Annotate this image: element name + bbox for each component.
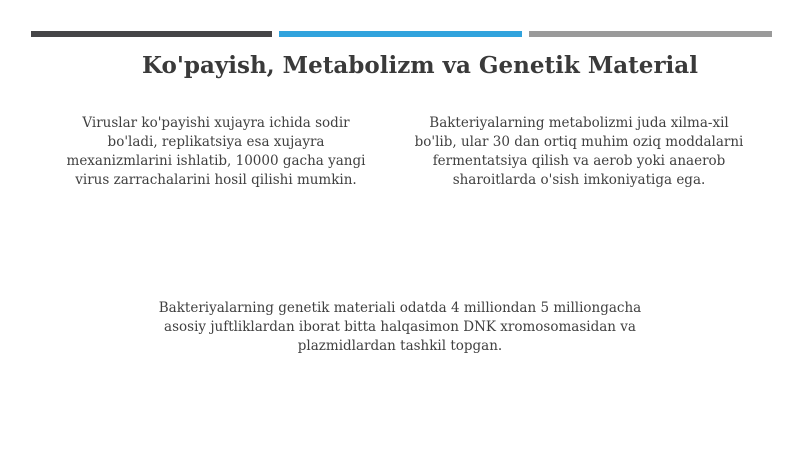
paragraph-line: sharoitlarda o'sish imkoniyatiga ega. xyxy=(452,172,706,188)
paragraph-viruses xyxy=(40,114,392,190)
paragraph-line: virus zarrachalarini hosil qilishi mumkin. xyxy=(75,172,357,188)
accent-bar-dark xyxy=(31,31,272,37)
paragraph-line: bo'ladi, replikatsiya esa xujayra xyxy=(107,134,325,150)
paragraph-genetic-material xyxy=(120,299,680,356)
paragraph-line: Viruslar ko'payishi xujayra ichida sodir xyxy=(82,115,350,131)
paragraph-line: plazmidlardan tashkil topgan. xyxy=(297,338,503,354)
paragraph-line: mexanizmlarini ishlatib, 10000 gacha yangi xyxy=(66,153,366,169)
accent-bar-gray xyxy=(529,31,772,37)
paragraph-line: Bakteriyalarning genetik materiali odatda 4 milliondan 5 milliongacha xyxy=(158,300,642,316)
paragraph-metabolism xyxy=(398,114,760,190)
paragraph-line: fermentatsiya qilish va aerob yoki anaerob xyxy=(432,153,726,169)
slide-title: Ko'payish, Metabolizm va Genetik Material xyxy=(142,52,698,79)
paragraph-line: Bakteriyalarning metabolizmi juda xilma-xil xyxy=(429,115,729,131)
accent-bar-blue xyxy=(279,31,522,37)
paragraph-line: bo'lib, ular 30 dan ortiq muhim oziq moddalarni xyxy=(414,134,744,150)
paragraph-line: asosiy juftliklardan iborat bitta halqasimon DNK xromosomasidan va xyxy=(164,319,636,335)
